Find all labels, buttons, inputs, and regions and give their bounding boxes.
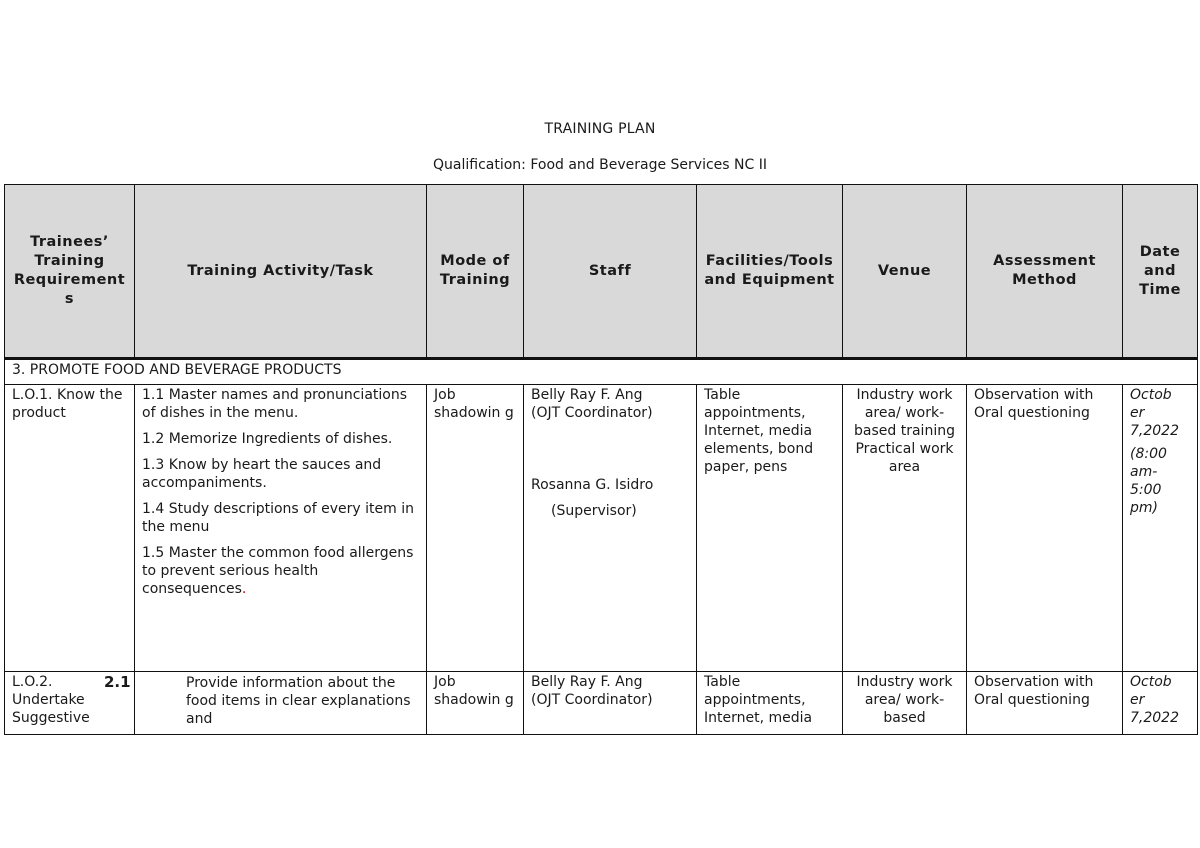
assessment-cell: Observation with Oral questioning — [967, 385, 1123, 672]
date-cell — [1123, 385, 1198, 672]
staff-role: (OJT Coordinator) — [531, 405, 653, 421]
task-number: 2.1 — [104, 673, 131, 691]
requirement-cell: L.O.2. Undertake Suggestive — [5, 672, 135, 735]
venue-cell: Industry work area/ work-based training Practical work area — [843, 385, 967, 672]
table-row — [5, 672, 1198, 735]
qualification-subtitle: Qualification: Food and Beverage Services NC II — [433, 157, 767, 173]
task-item-text: 1.5 Master the common food allergens to prevent serious health consequences — [142, 545, 414, 597]
facilities-cell: Table appointments, Internet, media elements, bond paper, pens — [697, 385, 843, 672]
date-cell — [1123, 672, 1198, 735]
mode-cell: Job shadowin g — [427, 385, 524, 672]
date-value: Octob er 7,2022 — [1130, 674, 1179, 726]
task-item — [142, 544, 419, 598]
staff-name: Rosanna G. Isidro — [531, 477, 654, 493]
staff-name: Belly Ray F. Ang — [531, 674, 643, 690]
header-date: Date and Time — [1123, 185, 1198, 359]
training-plan-table — [4, 184, 1198, 735]
assessment-cell: Observation with Oral questioning — [967, 672, 1123, 735]
staff-cell — [524, 672, 697, 735]
header-venue: Venue — [843, 185, 967, 359]
task-item: 1.3 Know by heart the sauces and accompaniments. — [142, 457, 382, 491]
section-label: 3. PROMOTE FOOD AND BEVERAGE PRODUCTS — [5, 359, 1198, 385]
facilities-cell: Table appointments, Internet, media — [697, 672, 843, 735]
header-assessment: Assessment Method — [967, 185, 1123, 359]
activity-cell — [104, 672, 427, 735]
activity-cell — [135, 385, 427, 672]
header-activity: Training Activity/Task — [135, 185, 427, 359]
staff-role: (Supervisor) — [551, 503, 637, 519]
task-item — [104, 673, 419, 728]
header-row — [5, 185, 1198, 359]
header-staff: Staff — [524, 185, 697, 359]
venue-cell: Industry work area/ work-based — [843, 672, 967, 735]
section-row — [5, 359, 1198, 385]
task-item: 1.2 Memorize Ingredients of dishes. — [142, 431, 393, 447]
document-title: TRAINING PLAN — [544, 121, 656, 137]
staff-cell — [524, 385, 697, 672]
task-item-text: Provide information about the food items in clear explanations and — [186, 675, 411, 727]
header-requirements: Trainees’ Training Requirement s — [5, 185, 135, 359]
staff-role: (OJT Coordinator) — [531, 692, 653, 708]
header-mode: Mode of Training — [427, 185, 524, 359]
task-end-mark: . — [241, 581, 247, 597]
header-facilities: Facilities/Tools and Equipment — [697, 185, 843, 359]
mode-cell: Job shadowin g — [427, 672, 524, 735]
requirement-cell: L.O.1. Know the product — [5, 385, 135, 672]
time-value: (8:00 am- 5:00 pm) — [1130, 446, 1167, 516]
table-row — [5, 385, 1198, 672]
staff-name: Belly Ray F. Ang — [531, 387, 643, 403]
date-value: Octob er 7,2022 — [1130, 387, 1179, 439]
task-item: 1.4 Study descriptions of every item in the menu — [142, 501, 414, 535]
task-item: 1.1 Master names and pronunciations of dishes in the menu. — [142, 387, 408, 421]
